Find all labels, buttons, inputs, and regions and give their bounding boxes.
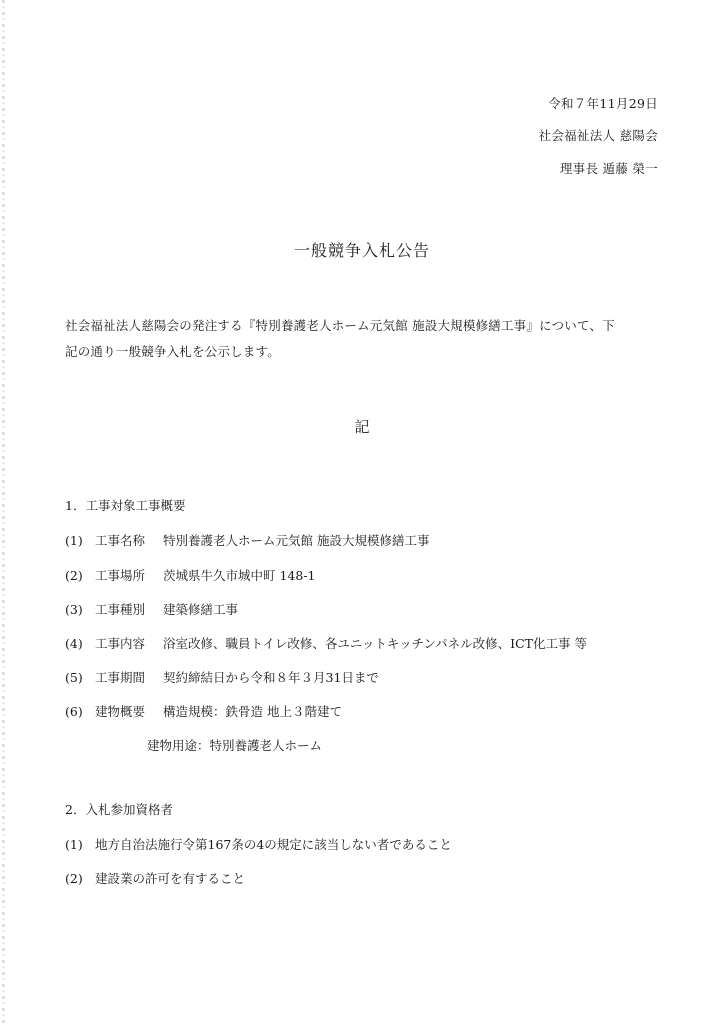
item-value: 特別養護老人ホーム元気館 施設大規模修繕工事 (163, 533, 430, 548)
item-value: 茨城県牛久市城中町 148-1 (163, 568, 316, 583)
intro-line-2: 記の通り一般競争入札を公示します。 (65, 344, 280, 359)
section-1-heading: 1．工事対象工事概要 (65, 498, 186, 513)
item-label: 工事期間 (95, 670, 146, 685)
item-number: (2) (65, 871, 83, 886)
item-value: 浴室改修、職員トイレ改修、各ユニットキッチンパネル改修、ICT化工事 等 (163, 636, 587, 651)
item-label: 工事名称 (95, 533, 146, 548)
intro-line-1: 社会福祉法人慈陽会の発注する『特別養護老人ホーム元気館 施設大規模修繕工事』について、下 (65, 318, 615, 333)
item-label: 建物概要 (95, 704, 146, 719)
section-1-item (65, 634, 587, 652)
item-value: 構造規模：鉄骨造 地上３階建て (163, 704, 342, 719)
item-number: (2) (65, 568, 83, 583)
section-1-item (65, 600, 238, 618)
item-number: (1) (65, 533, 83, 548)
section-2-item (65, 835, 452, 853)
item-label: 工事場所 (95, 568, 146, 583)
ki-heading: 記 (354, 418, 370, 436)
item-value: 建設業の許可を有すること (95, 871, 246, 886)
scan-edge-artifact (2, 0, 5, 1024)
item-value: 建築修繕工事 (163, 602, 239, 617)
section-1-item (65, 531, 429, 549)
item-value: 地方自治法施行令第167条の4の規定に該当しない者であること (95, 837, 452, 852)
representative-name: 理事長 遁藤 榮一 (559, 161, 658, 176)
section-1-item (65, 668, 379, 686)
item-number: (3) (65, 602, 83, 617)
building-use: 建物用途：特別養護老人ホーム (147, 738, 323, 753)
section-2-item (65, 869, 245, 887)
organization-name: 社会福祉法人 慈陽会 (538, 128, 658, 143)
item-number: (6) (65, 704, 83, 719)
intro-paragraph (65, 313, 665, 365)
section-1-item (65, 566, 316, 584)
item-label: 工事種別 (95, 602, 146, 617)
notice-date: 令和７年11月29日 (548, 96, 658, 111)
item-number: (4) (65, 636, 83, 651)
item-value: 契約締結日から令和８年３月31日まで (163, 670, 379, 685)
item-label: 工事内容 (95, 636, 146, 651)
section-2-heading: 2．入札参加資格者 (65, 802, 173, 817)
item-number: (1) (65, 837, 83, 852)
item-number: (5) (65, 670, 83, 685)
document-title: 一般競争入札公告 (293, 241, 430, 260)
section-1-item (65, 702, 342, 720)
